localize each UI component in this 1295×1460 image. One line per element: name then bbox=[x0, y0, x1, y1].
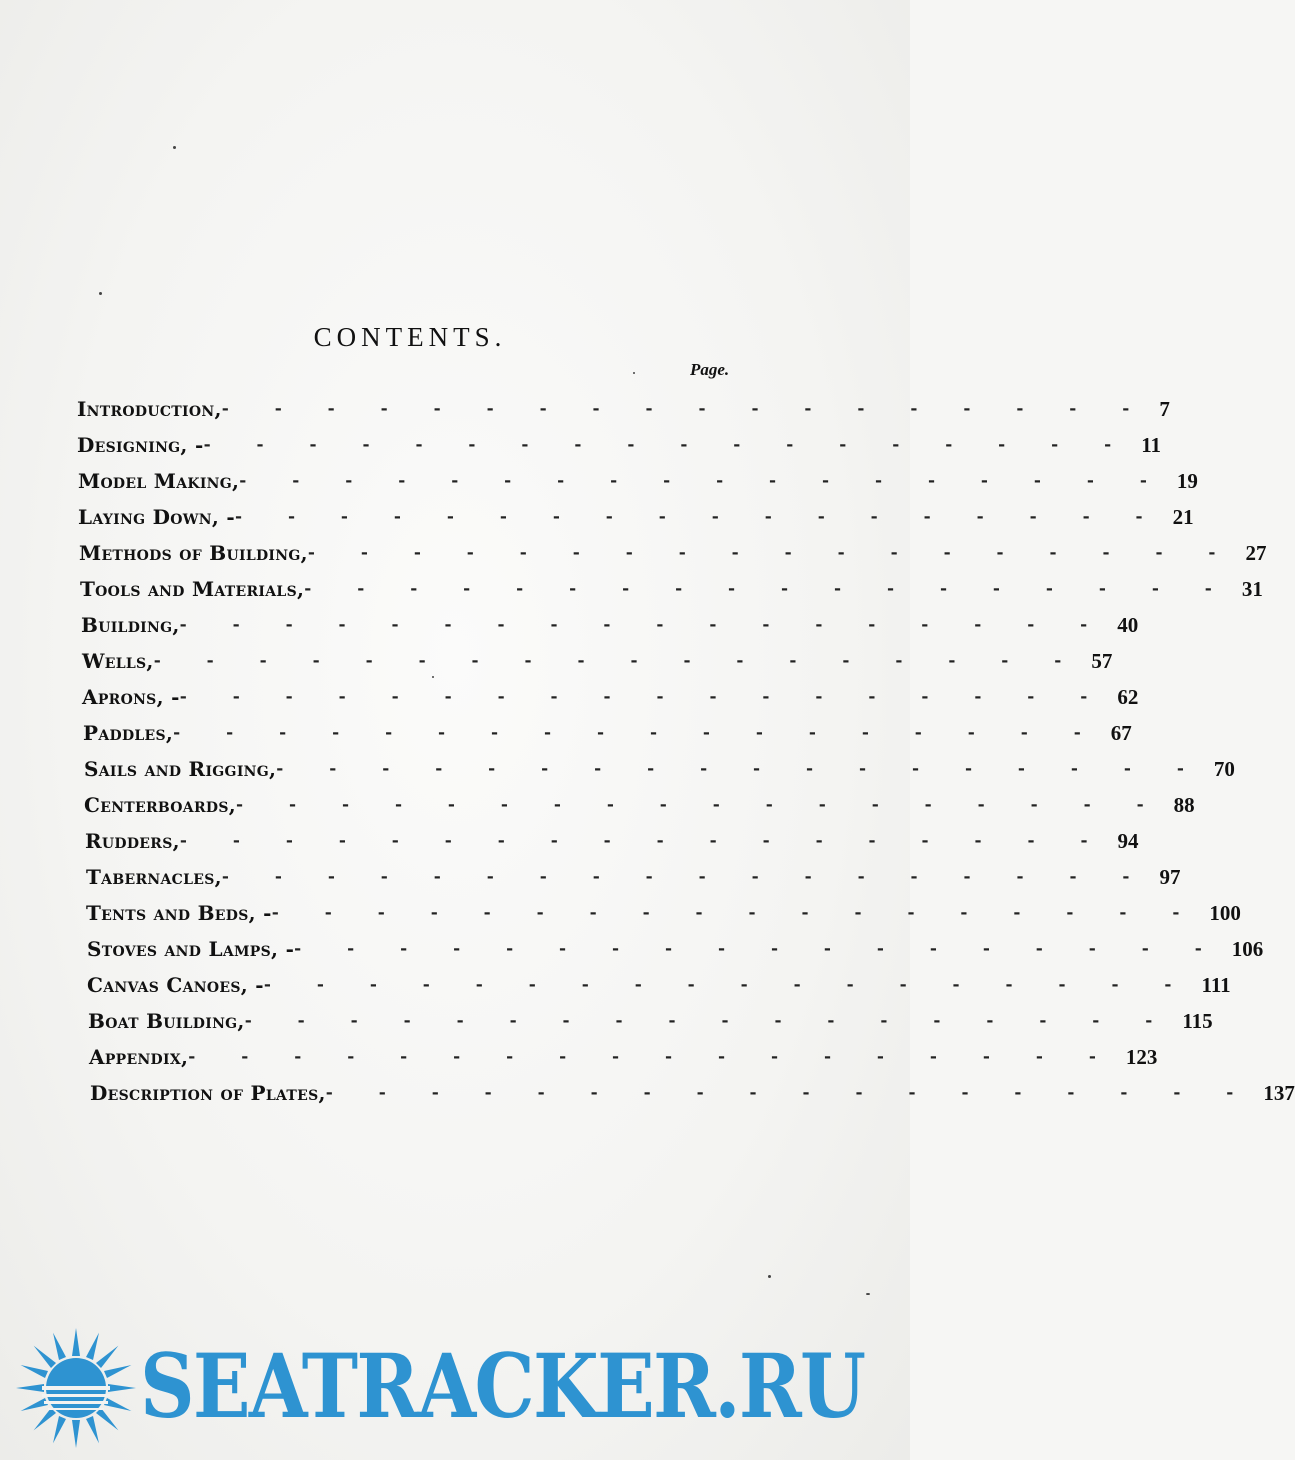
dot-leader: - - - - - - - - - - - - - - - - - - bbox=[263, 975, 1192, 995]
toc-entry-page: 97 bbox=[1159, 864, 1181, 889]
toc-entry-page: 27 bbox=[1245, 540, 1267, 565]
paper-speck bbox=[633, 372, 635, 374]
toc-entry bbox=[77, 392, 1170, 426]
toc-entry-title: Model Making, bbox=[78, 469, 240, 493]
dot-leader: - - - - - - - - - - - - - - - - - - bbox=[179, 831, 1108, 851]
dot-leader: - - - - - - - - - - - - - - - - - - bbox=[239, 471, 1167, 491]
toc-entry bbox=[86, 860, 1181, 894]
dot-leader: - - - - - - - - - - - - - - - - - - bbox=[236, 795, 1164, 815]
toc-entry-title: Tents and Beds, - bbox=[86, 901, 272, 925]
toc-entry bbox=[82, 644, 1113, 678]
toc-entry bbox=[84, 788, 1195, 822]
dot-leader: - - - - - - - - - - - - - - - - - - bbox=[179, 687, 1108, 707]
paper-speck bbox=[768, 1275, 771, 1278]
toc-entry-title: Centerboards, bbox=[84, 793, 237, 817]
toc-entry-page: 115 bbox=[1182, 1008, 1213, 1033]
dot-leader: - - - - - - - - - - - - - - - - - - bbox=[173, 723, 1101, 743]
dot-leader: - - - - - - - - - - - - - - - - - - bbox=[234, 507, 1163, 527]
toc-entry-title: Stoves and Lamps, - bbox=[87, 937, 295, 961]
paper-speck bbox=[866, 1293, 870, 1295]
dot-leader: - - - - - - - - - - - - - - - - - - bbox=[271, 903, 1200, 923]
toc-entry-page: 88 bbox=[1173, 792, 1195, 817]
dot-leader: - - - - - - - - - - - - - - - - - - bbox=[294, 939, 1222, 959]
watermark-text: SEATRACKER.RU bbox=[140, 1334, 865, 1438]
dot-leader: - - - - - - - - - - - - - - - - - - bbox=[304, 579, 1232, 599]
toc-entry bbox=[82, 680, 1139, 714]
watermark bbox=[0, 1322, 910, 1452]
toc-entry-page: 31 bbox=[1241, 576, 1263, 601]
dot-leader: - - - - - - - - - - - - - - - - - - bbox=[153, 651, 1082, 671]
page-column-label: Page. bbox=[690, 360, 730, 379]
dot-leader: - - - - - - - - - - - - - - - - - - bbox=[325, 1083, 1254, 1103]
toc-entry-title: Rudders, bbox=[85, 829, 180, 853]
toc-entry-page: 62 bbox=[1117, 684, 1139, 709]
dot-leader: - - - - - - - - - - - - - - - - - - bbox=[188, 1047, 1116, 1067]
toc-entry-title: Aprons, - bbox=[82, 685, 180, 709]
toc-entry-page: 19 bbox=[1176, 468, 1198, 493]
toc-entry-title: Canvas Canoes, - bbox=[87, 973, 264, 997]
toc-entry-page: 40 bbox=[1117, 612, 1139, 637]
paper-speck bbox=[173, 146, 176, 149]
toc-entry-page: 21 bbox=[1172, 504, 1194, 529]
dot-leader: - - - - - - - - - - - - - - - - - - bbox=[307, 543, 1236, 563]
toc-entry-title: Tools and Materials, bbox=[80, 577, 305, 601]
toc-entry-title: Appendix, bbox=[89, 1045, 189, 1069]
sun-burst-logo-icon bbox=[14, 1326, 138, 1450]
dot-leader: - - - - - - - - - - - - - - - - - - bbox=[244, 1011, 1173, 1031]
toc-entry-page: 67 bbox=[1110, 720, 1132, 745]
toc-entry-page: 11 bbox=[1141, 432, 1162, 457]
toc-entry-page: 137 bbox=[1263, 1080, 1295, 1105]
toc-entry-title: Description of Plates, bbox=[90, 1081, 326, 1105]
contents-heading: CONTENTS. bbox=[313, 322, 507, 352]
toc-entry bbox=[84, 752, 1235, 786]
toc-entry bbox=[81, 608, 1139, 642]
toc-entry-title: Methods of Building, bbox=[79, 541, 308, 565]
toc-entry bbox=[86, 896, 1241, 930]
toc-entry bbox=[78, 500, 1194, 534]
toc-entry bbox=[78, 464, 1198, 498]
toc-entry-page: 111 bbox=[1201, 972, 1231, 997]
toc-entry bbox=[85, 824, 1139, 858]
toc-entry-page: 57 bbox=[1091, 648, 1113, 673]
toc-entry-page: 123 bbox=[1125, 1044, 1158, 1069]
toc-entry-title: Introduction, bbox=[77, 397, 222, 421]
toc-entry-page: 100 bbox=[1209, 900, 1241, 925]
toc-entry-page: 70 bbox=[1213, 756, 1235, 781]
dot-leader: - - - - - - - - - - - - - - - - - - bbox=[221, 399, 1150, 419]
toc-entry bbox=[80, 572, 1263, 606]
toc-entry bbox=[87, 968, 1231, 1002]
toc-entry bbox=[90, 1076, 1295, 1110]
toc-entry-title: Building, bbox=[81, 613, 180, 637]
dot-leader: - - - - - - - - - - - - - - - - - - bbox=[221, 867, 1150, 887]
toc-entry-page: 106 bbox=[1231, 936, 1264, 961]
toc-entry-title: Paddles, bbox=[83, 721, 174, 745]
toc-entry-title: Laying Down, - bbox=[78, 505, 235, 529]
toc-entry bbox=[79, 536, 1267, 570]
dot-leader: - - - - - - - - - - - - - - - - - - bbox=[179, 615, 1108, 635]
toc-entry-title: Designing, - bbox=[77, 433, 204, 457]
toc-entry-page: 94 bbox=[1117, 828, 1139, 853]
toc-entry-title: Boat Building, bbox=[88, 1009, 245, 1033]
toc-entry bbox=[77, 428, 1162, 462]
toc-entry bbox=[88, 1004, 1213, 1038]
toc-entry bbox=[89, 1040, 1158, 1074]
toc-entry-title: Wells, bbox=[82, 649, 154, 673]
toc-entry-title: Sails and Rigging, bbox=[84, 757, 277, 781]
dot-leader: - - - - - - - - - - - - - - - - - - bbox=[276, 759, 1204, 779]
toc-entry-title: Tabernacles, bbox=[86, 865, 222, 889]
dot-leader: - - - - - - - - - - - - - - - - - - bbox=[203, 435, 1132, 455]
toc-entry bbox=[83, 716, 1132, 750]
paper-speck bbox=[99, 292, 102, 295]
toc-entry bbox=[87, 932, 1264, 966]
toc-entry-page: 7 bbox=[1159, 396, 1170, 421]
